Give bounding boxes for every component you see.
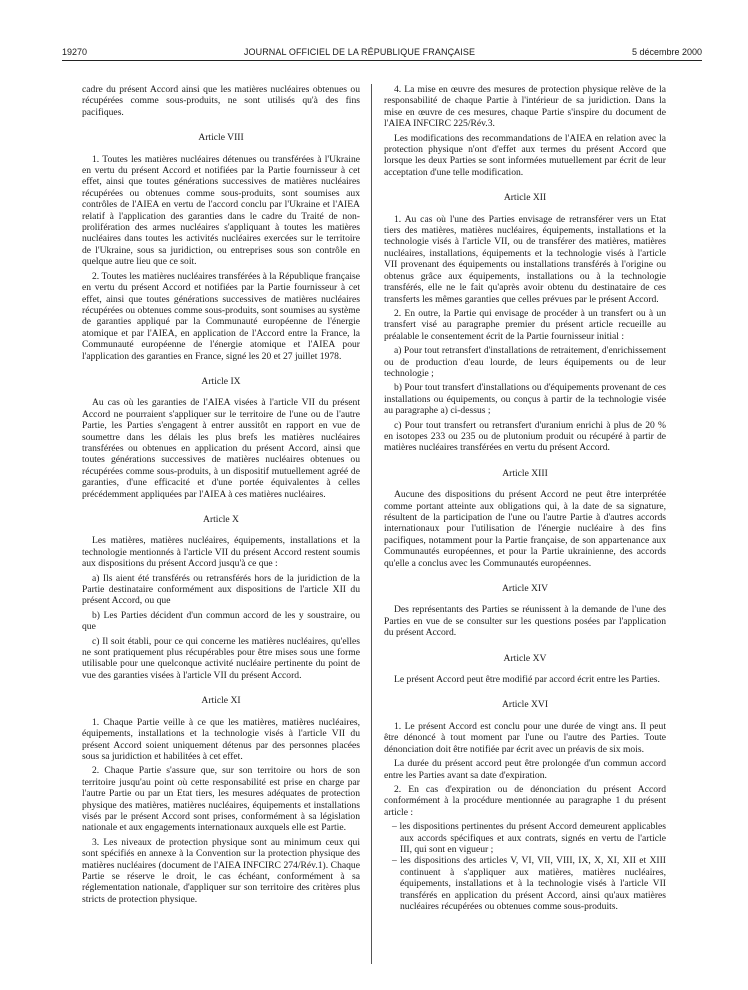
paragraph: 3. Les niveaux de protection physique sont au minimum ceux qui sont spécifiés en annexe à la Convention sur la protection physique des matières nucléaires (document de l'AIEA INFCIRC 274/Rév.1). Chaque Partie se réserve le droit, le cas échéant, conformément à sa réglementation nationale, d'appliquer sur son territoire des critères plus stricts de protection physique. [82, 836, 360, 905]
page-header [62, 44, 702, 60]
article-heading: Article X [203, 514, 239, 525]
right-column [384, 84, 666, 915]
article-heading: Article VIII [198, 132, 244, 144]
paragraph: Les modifications des recommandations de l'AIEA en relation avec la protection physique n'ont d'effet aux termes du présent Accord que lorsque les deux Parties se sont informées mutuellement par écrit de leur acceptation d'une telle modification. [384, 132, 666, 178]
paragraph: Le présent Accord peut être modifié par accord écrit entre les Parties. [394, 674, 660, 686]
paragraph: cadre du présent Accord ainsi que les matières nucléaires obtenues ou récupérées comme sous-produits, ne sont utilisés qu'à des fins pacifiques. [82, 84, 360, 118]
article-heading: Article XI [201, 695, 241, 707]
article-heading: Article XIV [501, 583, 549, 595]
article-heading: Article XVI [501, 699, 549, 711]
journal-title: JOURNAL OFFICIEL DE LA RÉPUBLIQUE FRANÇAISE [243, 47, 476, 57]
left-column [82, 84, 360, 908]
paragraph: Aucune des dispositions du présent Accord ne peut être interprétée comme portant atteinte aux obligations qui, à la date de sa signature, résultent de la participation de l'une ou l'autre Partie à d'autres accords internationaux pour l'utilisation de l'énergie nucléaire à des fins pacifiques, notamment pour la Partie française, de son appartenance aux Communautés européennes, et pour la Partie ukrainienne, des accords qu'elle a conclus avec les Communautés européennes. [384, 489, 666, 569]
paragraph: b) Les Parties décident d'un commun accord de les y soustraire, ou que [82, 609, 360, 633]
paragraph: 4. La mise en œuvre des mesures de protection physique relève de la responsabilité de chaque Partie à l'intérieur de sa juridiction. Dans la mise en œuvre de ces mesures, chaque Partie s'inspire du document de l'AIEA INFCIRC 225/Rév.3. [384, 84, 666, 130]
article-heading: Article XII [503, 192, 547, 204]
list-item: – les dispositions des articles V, VI, VII, VIII, IX, X, XI, XII et XIII continuent à s'appliquer aux matières, matières nucléaires, équipements, installations et à la technologie visés à l'article VII transférés en application du présent Accord, ainsi qu'aux matières nucléaires récupérées ou obtenues comme sous-produits. [384, 855, 666, 912]
paragraph: 1. Le présent Accord est conclu pour une durée de vingt ans. Il peut être dénoncé à tout moment par l'une ou l'autre des Parties. Toute dénonciation doit être notifiée par écrit avec un préavis de six mois. [384, 720, 666, 755]
column-divider [371, 84, 372, 964]
issue-date: 5 décembre 2000 [631, 47, 702, 57]
article-heading: Article IX [201, 375, 241, 387]
paragraph: 2. Toutes les matières nucléaires transférées à la République française en vertu du présent Accord et notifiées par la Partie fournisseur à cet effet, ainsi que toutes générations successives de matières nucléaires récupérées ou obtenues comme sous-produits, sont soumises au système de garanties appliqué par la Communauté européenne de l'énergie atomique et par l'AIEA, en application de l'Accord entre la France, la Communauté européenne de l'énergie atomique et l'AIEA pour l'application des garanties en France, signé les 20 et 27 juillet 1978. [82, 270, 360, 362]
article-heading: Article XIII [502, 467, 548, 479]
page-number: 19270 [62, 47, 88, 57]
paragraph: Des représentants des Parties se réunissent à la demande de l'une des Parties en vue de se consulter sur les questions posées par l'application du présent Accord. [384, 604, 666, 639]
paragraph: Au cas où les garanties de l'AIEA visées à l'article VII du présent Accord ne pourraient s'appliquer sur le territoire de l'une ou de l'autre Partie, les Parties s'engagent à entrer aussitôt en rapport en vue de soumettre dans les délais les plus brefs les matières nucléaires transférées ou obtenues en application du présent Accord, ainsi que toutes générations successives de matières nucléaires obtenues ou récupérées comme sous-produits, à un dispositif mutuellement agréé de garanties, d'une efficacité et d'une portée équivalentes à celles précédemment appliquées par l'AIEA à ces matières nucléaires. [82, 397, 360, 500]
paragraph: 1. Chaque Partie veille à ce que les matières, matières nucléaires, équipements, installations et la technologie visés à l'article VII du présent Accord soient uniquement détenus par des personnes placées sous sa juridiction et habilitées à cet effet. [82, 716, 360, 762]
header-rule [62, 60, 702, 61]
paragraph: 2. En cas d'expiration ou de dénonciation du présent Accord conformément à la procédure mentionnée au paragraphe 1 du présent article : [384, 783, 666, 818]
paragraph: La durée du présent accord peut être prolongée d'un commun accord entre les Parties avant sa date d'expiration. [384, 758, 666, 781]
paragraph: 1. Toutes les matières nucléaires détenues ou transférées à l'Ukraine en vertu du présent Accord et notifiées par la Partie fournisseur à cet effet, ainsi que toutes générations successives de matières nucléaires récupérées ou obtenues comme sous-produits, sont soumises aux contrôles de l'AIEA en vertu de l'accord conclu par l'Ukraine et l'AIEA relatif à l'application des garanties dans le cadre du Traité de non-prolifération des armes nucléaires s'appliquant à toutes les matières nucléaires dans toutes les activités nucléaires exercées sur le territoire de l'Ukraine, sous sa juridiction, ou entreprises sous son contrôle en quelque autre lieu que ce soit. [82, 153, 360, 268]
paragraph: c) Pour tout transfert ou retransfert d'uranium enrichi à plus de 20 % en isotopes 233 ou 235 ou de plutonium produit ou récupéré à partir de matières nucléaires transférées en vertu du présent Accord. [384, 419, 666, 454]
paragraph: 1. Au cas où l'une des Parties envisage de retransférer vers un Etat tiers des matières, matières nucléaires, équipements, installations et la technologie visés à l'article VII, ou de transférer des matières, matières nucléaires, installations, équipements et la technologie visés à l'article VII provenant des équipements ou installations transférés à l'origine ou obtenus grâce aux équipements, installations ou à la technologie transférés, elle ne le fait qu'après avoir obtenu du destinataire de ces transferts les mêmes garanties que celles prévues par le présent Accord. [384, 213, 666, 305]
bullet-list [384, 821, 666, 912]
paragraph: Les matières, matières nucléaires, équipements, installations et la technologie mentionnés à l'article VII du présent Accord restent soumis aux dispositions du présent Accord jusqu'à ce que : [82, 535, 360, 570]
paragraph: b) Pour tout transfert d'installations ou d'équipements provenant de ces installations ou équipements, ou conçus à partir de la technologie visée au paragraphe a) ci-dessus ; [384, 382, 666, 417]
article-heading: Article XV [503, 652, 547, 664]
list-item: – les dispositions pertinentes du présent Accord demeurent applicables aux accords spécifiques et aux contrats, signés en vertu de l'article III, qui sont en vigueur ; [384, 821, 666, 855]
paragraph: 2. En outre, la Partie qui envisage de procéder à un transfert ou à un transfert visé au paragraphe premier du présent article recueille au préalable le consentement écrit de la Partie fournisseur initial : [384, 307, 666, 342]
paragraph: a) Ils aient été transférés ou retransférés hors de la juridiction de la Partie destinataire conformément aux dispositions de l'article XII du présent Accord, ou que [82, 572, 360, 607]
paragraph: c) Il soit établi, pour ce qui concerne les matières nucléaires, qu'elles ne sont pratiquement plus récupérables pour être mises sous une forme utilisable pour une quelconque activité nucléaire pertinente du point de vue des garanties visées à l'article VII du présent Accord. [82, 635, 360, 681]
paragraph: 2. Chaque Partie s'assure que, sur son territoire ou hors de son territoire jusqu'au point où cette responsabilité est prise en charge par l'autre Partie ou par un Etat tiers, les mesures adéquates de protection physique des matières, matières nucléaires, équipements et installations visés par le présent Accord sont prises, conformément à sa législation nationale et aux engagements internationaux auxquels elle est Partie. [82, 765, 360, 834]
paragraph: a) Pour tout retransfert d'installations de retraitement, d'enrichissement ou de production d'eau lourde, de leurs équipements ou de leur technologie ; [384, 345, 666, 379]
